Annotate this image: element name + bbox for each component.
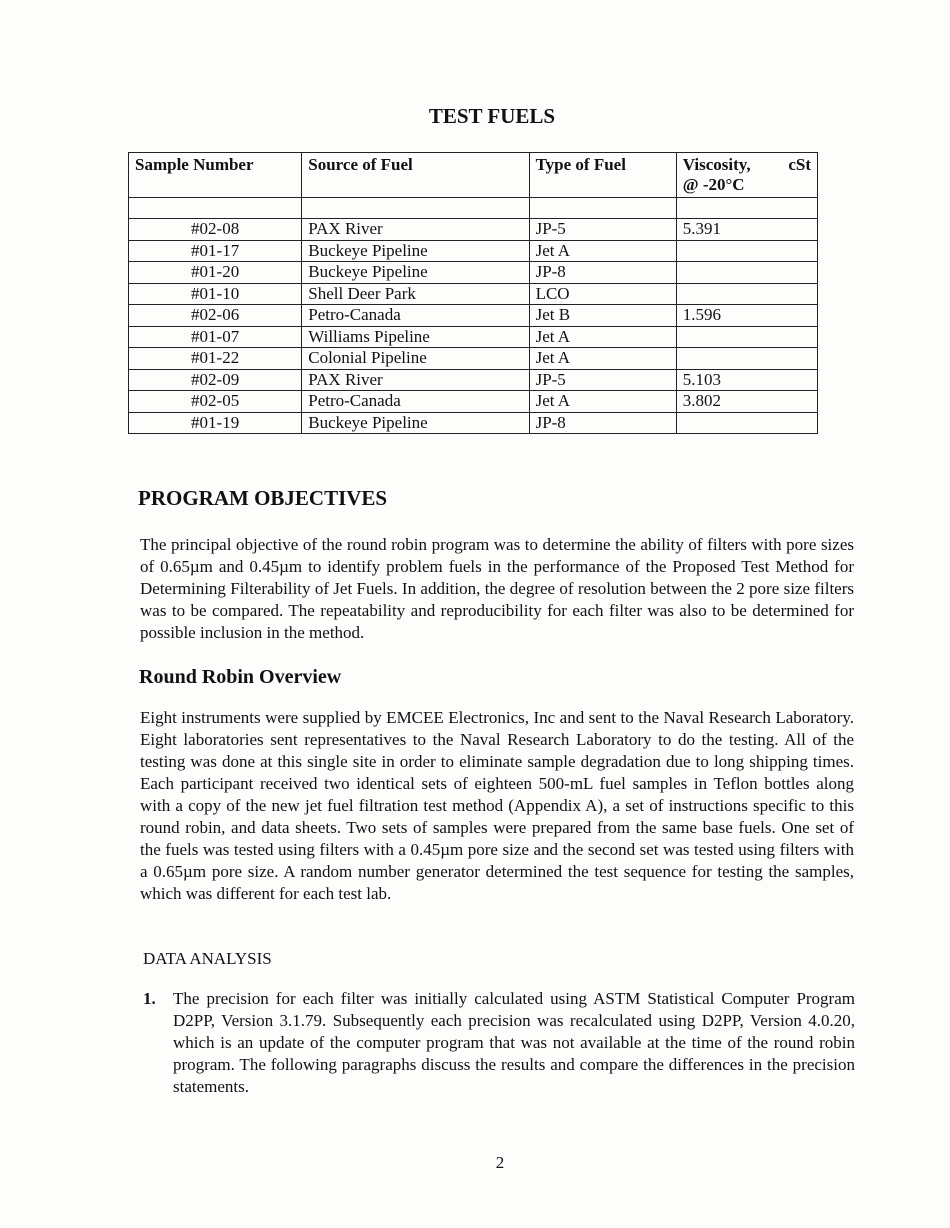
cell-sample: #02-05 (129, 391, 302, 413)
cell-sample: #01-07 (129, 326, 302, 348)
cell-sample: #02-06 (129, 305, 302, 327)
cell-source: Williams Pipeline (302, 326, 529, 348)
cell-viscosity (676, 348, 817, 370)
cell-source: Buckeye Pipeline (302, 412, 529, 434)
header-sample-number: Sample Number (129, 153, 302, 198)
cell-source: PAX River (302, 219, 529, 241)
cell-type: Jet A (529, 326, 676, 348)
cell-source: Buckeye Pipeline (302, 240, 529, 262)
cell-sample: #02-09 (129, 369, 302, 391)
cell-type: Jet A (529, 391, 676, 413)
cell-source: Buckeye Pipeline (302, 262, 529, 284)
table-row (129, 283, 818, 305)
cell-type: JP-5 (529, 369, 676, 391)
cell-type: Jet A (529, 348, 676, 370)
table-row (129, 305, 818, 327)
cell-type: LCO (529, 283, 676, 305)
header-source-of-fuel: Source of Fuel (302, 153, 529, 198)
cell-type: Jet A (529, 240, 676, 262)
header-type-of-fuel: Type of Fuel (529, 153, 676, 198)
table-row (129, 219, 818, 241)
data-analysis-heading: DATA ANALYSIS (143, 949, 272, 968)
cell-viscosity: 3.802 (676, 391, 817, 413)
program-objectives-heading: PROGRAM OBJECTIVES (138, 486, 388, 510)
cell-sample: #01-17 (129, 240, 302, 262)
page-number: 2 (495, 1153, 505, 1172)
list-item (143, 988, 855, 1098)
table-spacer-row (129, 198, 818, 219)
table-header-row (129, 153, 818, 198)
cell-viscosity (676, 283, 817, 305)
table-row (129, 348, 818, 370)
cell-sample: #01-19 (129, 412, 302, 434)
cell-viscosity (676, 412, 817, 434)
table-row (129, 326, 818, 348)
cell-type: JP-5 (529, 219, 676, 241)
cell-viscosity: 1.596 (676, 305, 817, 327)
cell-source: Colonial Pipeline (302, 348, 529, 370)
cell-sample: #01-20 (129, 262, 302, 284)
cell-sample: #01-10 (129, 283, 302, 305)
cell-type: JP-8 (529, 262, 676, 284)
cell-source: Petro-Canada (302, 305, 529, 327)
cell-viscosity (676, 240, 817, 262)
cell-viscosity: 5.103 (676, 369, 817, 391)
table-row (129, 262, 818, 284)
list-item-text: The precision for each filter was initially calculated using ASTM Statistical Computer Program D2PP, Version 3.1.79. Subsequently each precision was recalculated using D2PP, Version 4.0.20, which is an update of the computer program that was not available at the time of the round robin program. The following paragraphs discuss the results and compare the differences in the precision statements. (173, 989, 855, 1096)
cell-viscosity: 5.391 (676, 219, 817, 241)
round-robin-overview-heading: Round Robin Overview (139, 666, 342, 688)
table-row (129, 412, 818, 434)
cell-source: PAX River (302, 369, 529, 391)
table-row (129, 391, 818, 413)
header-viscosity (676, 153, 817, 198)
cell-sample: #01-22 (129, 348, 302, 370)
cell-type: JP-8 (529, 412, 676, 434)
test-fuels-table (128, 152, 818, 434)
header-viscosity-unit: cSt (788, 155, 811, 174)
cell-source: Shell Deer Park (302, 283, 529, 305)
table-row (129, 240, 818, 262)
list-item-number: 1. (143, 989, 156, 1008)
round-robin-overview-paragraph: Eight instruments were supplied by EMCEE Electronics, Inc and sent to the Naval Research Laboratory. Eight laboratories sent representatives to the Naval Research Laboratory to do the testing. All of the testing was done at this single site in order to eliminate sample degradation due to long shipping times. Each participant received two identical sets of eighteen 500-mL fuel samples in Teflon bottles along with a copy of the new jet fuel filtration test method (Appendix A), a set of instructions specific to this round robin, and data sheets. Two sets of samples were prepared from the same base fuels. One set of the fuels was tested using filters with a 0.45µm pore size and the second set was tested using filters with a 0.65µm pore size. A random number generator determined the test sequence for testing the samples, which was different for each test lab. (140, 708, 854, 903)
cell-viscosity (676, 262, 817, 284)
table-row (129, 369, 818, 391)
cell-sample: #02-08 (129, 219, 302, 241)
table-title: TEST FUELS (428, 104, 556, 128)
cell-source: Petro-Canada (302, 391, 529, 413)
cell-type: Jet B (529, 305, 676, 327)
header-viscosity-label: Viscosity, (682, 155, 751, 174)
program-objectives-paragraph: The principal objective of the round robin program was to determine the ability of filters with pore sizes of 0.65µm and 0.45µm to identify problem fuels in the performance of the Proposed Test Method for Determining Filterability of Jet Fuels. In addition, the degree of resolution between the 2 pore size filters was to be compared. The repeatability and reproducibility for each filter was also to be determined for possible inclusion in the method. (140, 535, 854, 642)
cell-viscosity (676, 326, 817, 348)
header-viscosity-temp: @ -20°C (682, 175, 745, 194)
